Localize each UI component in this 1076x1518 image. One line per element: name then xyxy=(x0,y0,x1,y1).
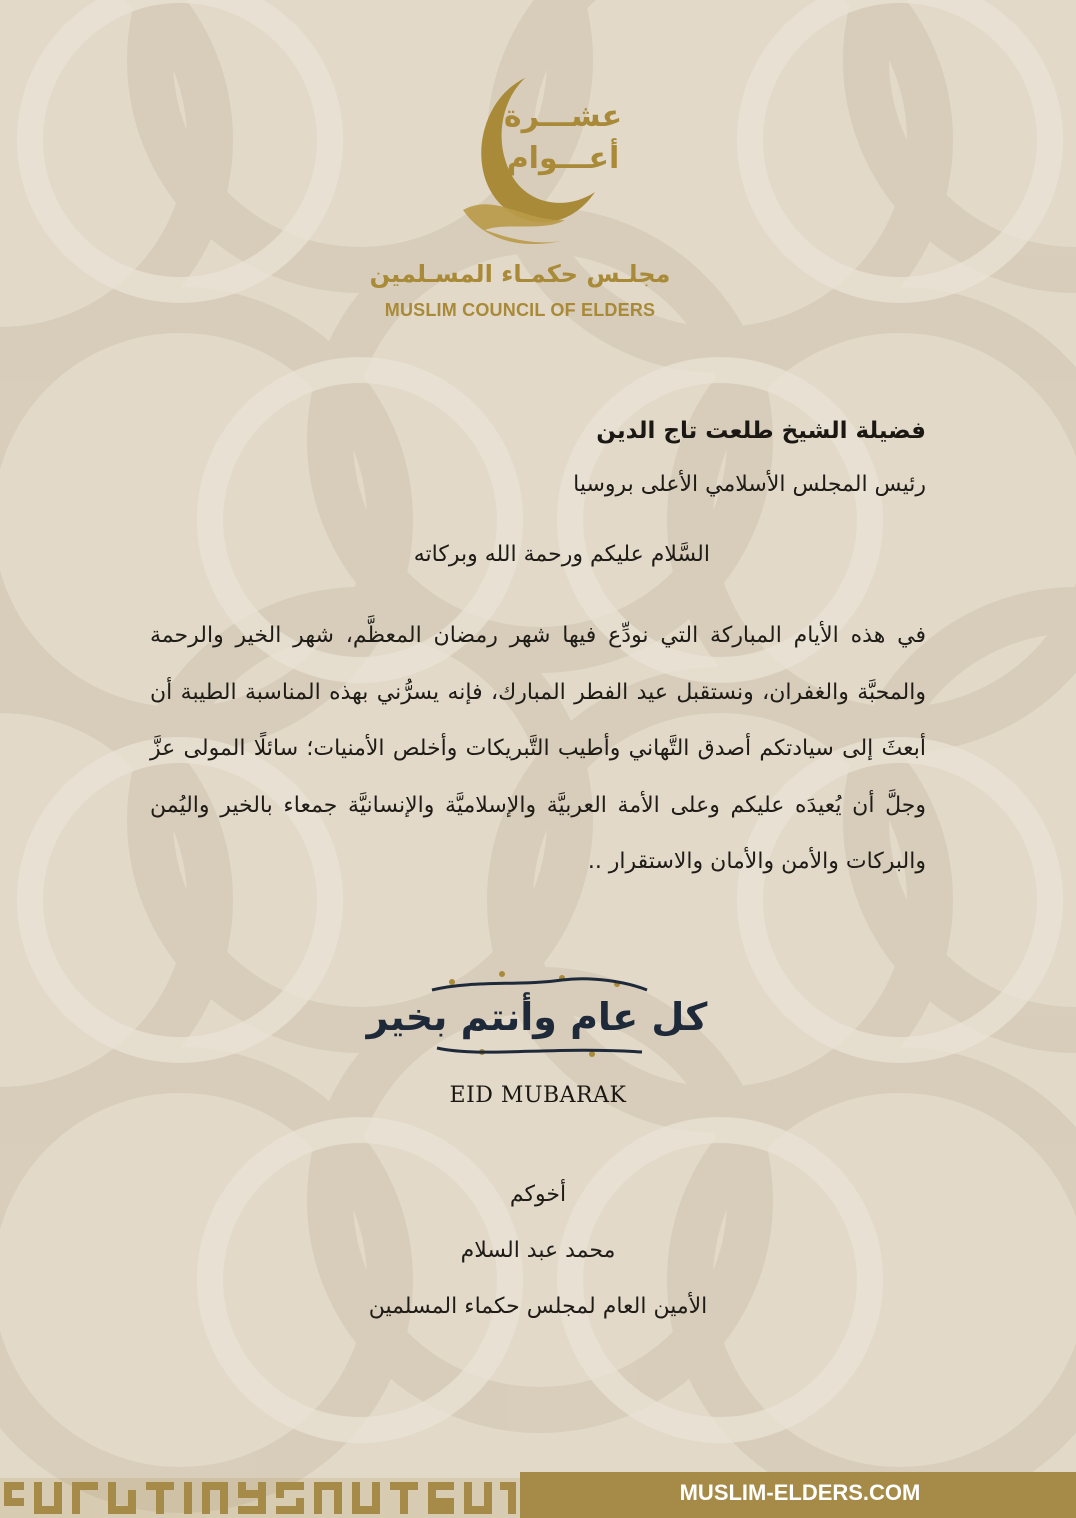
eid-calligraphy xyxy=(366,960,708,1070)
kufic-pattern-icon xyxy=(0,1468,520,1518)
recipient-title: رئيس المجلس الأسلامي الأعلى بروسيا xyxy=(573,472,926,497)
recipient-name: فضيلة الشيخ طلعت تاج الدين xyxy=(596,418,926,444)
org-name-arabic: مجلـس حكمـاء المسـلمين xyxy=(369,260,671,288)
calligraphy-text: كل عام وأنتم بخير xyxy=(366,995,708,1039)
greeting: السَّلام عليكم ورحمة الله وبركاته xyxy=(413,542,710,567)
org-name-english: MUSLIM COUNCIL OF ELDERS xyxy=(384,300,656,320)
signature-role: الأمين العام لمجلس حكماء المسلمين xyxy=(368,1294,708,1319)
anniversary-logo-text xyxy=(498,96,628,180)
letter-body: في هذه الأيام المباركة التي نودِّع فيها شهر رمضان المعظَّم، شهر الخير والرحمة والمحبَّة والغفران، ونستقبل عيد الفطر المبارك، فإنه يسرُّني بهذه المناسبة الطيبة أن أبعثَ إلى سيادتكم أصدق التَّهاني وأطيب التَّبريكات وأخلص الأمنيات؛ سائلًا المولى عزَّ وجلَّ أن يُعيدَه عليكم وعلى الأمة العربيَّة والإسلاميَّة والإنسانيَّة جمعاء بالخير واليُمن والبركات والأمن والأمان والاستقرار .. xyxy=(150,623,926,874)
website-url[interactable]: MUSLIM-ELDERS.COM xyxy=(679,1480,921,1505)
signature-name: محمد عبد السلام xyxy=(460,1238,616,1263)
eid-mubarak-text: EID MUBARAK xyxy=(449,1083,627,1108)
anniversary-line-2: أعـــوام xyxy=(506,141,620,176)
signature-closing: أخوكم xyxy=(509,1182,567,1207)
anniversary-line-1: عشـــرة xyxy=(503,99,623,134)
